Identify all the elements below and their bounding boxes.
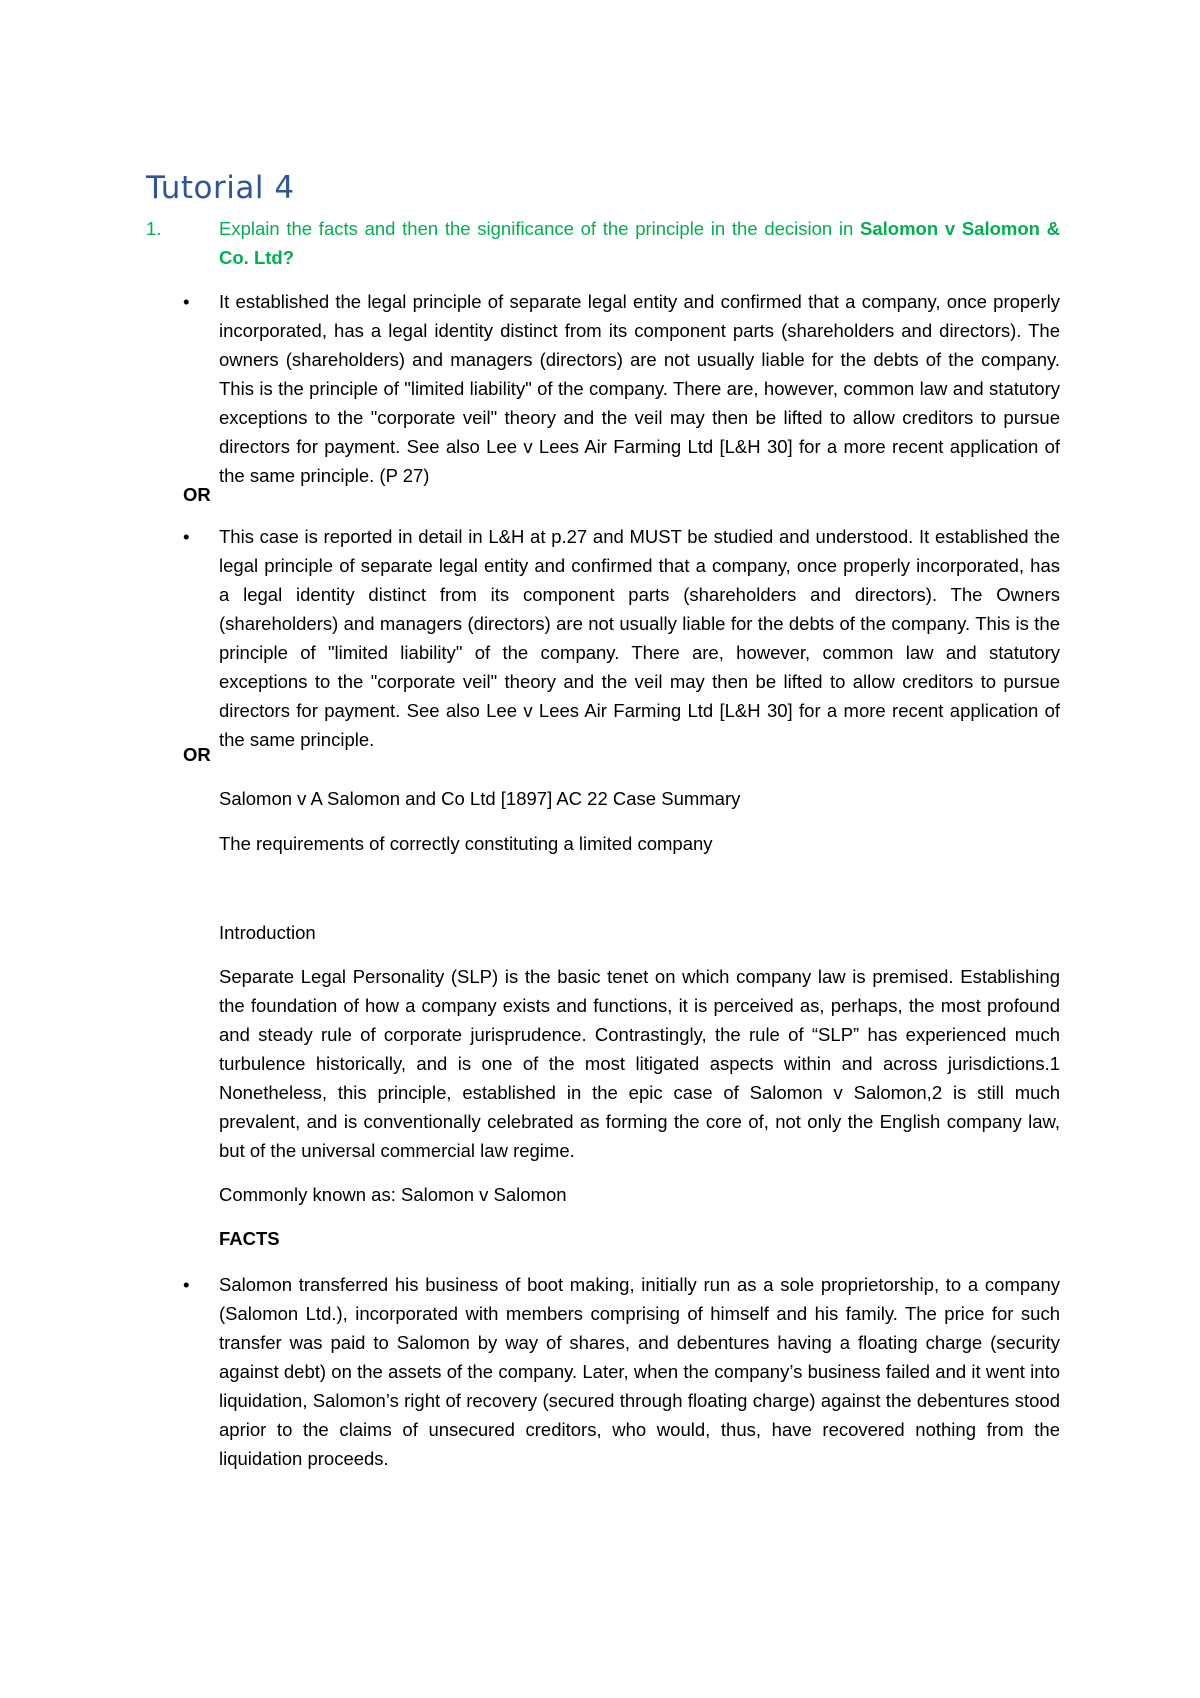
question-case-name: Salomon v Salomon & Co. Ltd?: [219, 218, 1060, 268]
introduction-label: Introduction: [219, 922, 316, 943]
answer-1-text: It established the legal principle of separate legal entity and confirmed that a company, once properly incorporated, has a legal identity distinct from its component parts (shareholders and directors). The owners (shareholders) and managers (directors) are not usually liable for the debts of the company. This is the principle of "limited liability" of the company. There are, however, common law and statutory exceptions to the "corporate veil" theory and the veil may then be lifted to allow creditors to pursue directors for payment. See also Lee v Lees Air Farming Ltd [L&H 30] for a more recent application of the same principle. (P 27): [219, 291, 1060, 486]
facts-heading: FACTS: [219, 1228, 280, 1249]
bullet-icon: •: [183, 526, 190, 547]
commonly-known-as: Commonly known as: Salomon v Salomon: [219, 1184, 567, 1205]
bullet-icon: •: [183, 1274, 190, 1295]
summary-heading: Salomon v A Salomon and Co Ltd [1897] AC 22 Case Summary: [219, 788, 741, 809]
or-separator-2: OR: [183, 744, 211, 765]
introduction-text: Separate Legal Personality (SLP) is the basic tenet on which company law is premised. Establishing the foundation of how a company exists and functions, it is perceived as, perhaps, the most profound and steady rule of corporate jurisprudence. Contrastingly, the rule of “SLP” has experienced much turbulence historically, and is one of the most litigated aspects within and across jurisdictions.1 Nonetheless, this principle, established in the epic case of Salomon v Salomon,2 is still much prevalent, and is conventionally celebrated as forming the core of, not only the English company law, but of the universal commercial law regime.: [219, 966, 1060, 1161]
bullet-icon: •: [183, 291, 190, 312]
summary-subheading: The requirements of correctly constituting a limited company: [219, 833, 713, 854]
answer-2-text: This case is reported in detail in L&H at p.27 and MUST be studied and understood. It established the legal principle of separate legal entity and confirmed that a company, once properly incorporated, has a legal identity distinct from its component parts (shareholders and directors). The Owners (shareholders) and managers (directors) are not usually liable for the debts of the company. This is the principle of "limited liability" of the company. There are, however, common law and statutory exceptions to the "corporate veil" theory and the veil may then be lifted to allow creditors to pursue directors for payment. See also Lee v Lees Air Farming Ltd [L&H 30] for a more recent application of the same principle.: [219, 526, 1060, 750]
question-prefix: Explain the facts and then the significance of the principle in the decision in: [219, 218, 860, 239]
facts-text: Salomon transferred his business of boot making, initially run as a sole proprietorship, to a company (Salomon Ltd.), incorporated with members comprising of himself and his family. The price for such transfer was paid to Salomon by way of shares, and debentures having a floating charge (security against debt) on the assets of the company. Later, when the company’s business failed and it went into liquidation, Salomon’s right of recovery (secured through floating charge) against the debentures stood aprior to the claims of unsecured creditors, who would, thus, have recovered nothing from the liquidation proceeds.: [219, 1274, 1060, 1469]
question-1: [146, 214, 1060, 272]
question-number: 1.: [146, 218, 162, 239]
document-title: Tutorial 4: [146, 170, 295, 206]
question-text: [219, 214, 1060, 272]
or-separator-1: OR: [183, 484, 211, 505]
